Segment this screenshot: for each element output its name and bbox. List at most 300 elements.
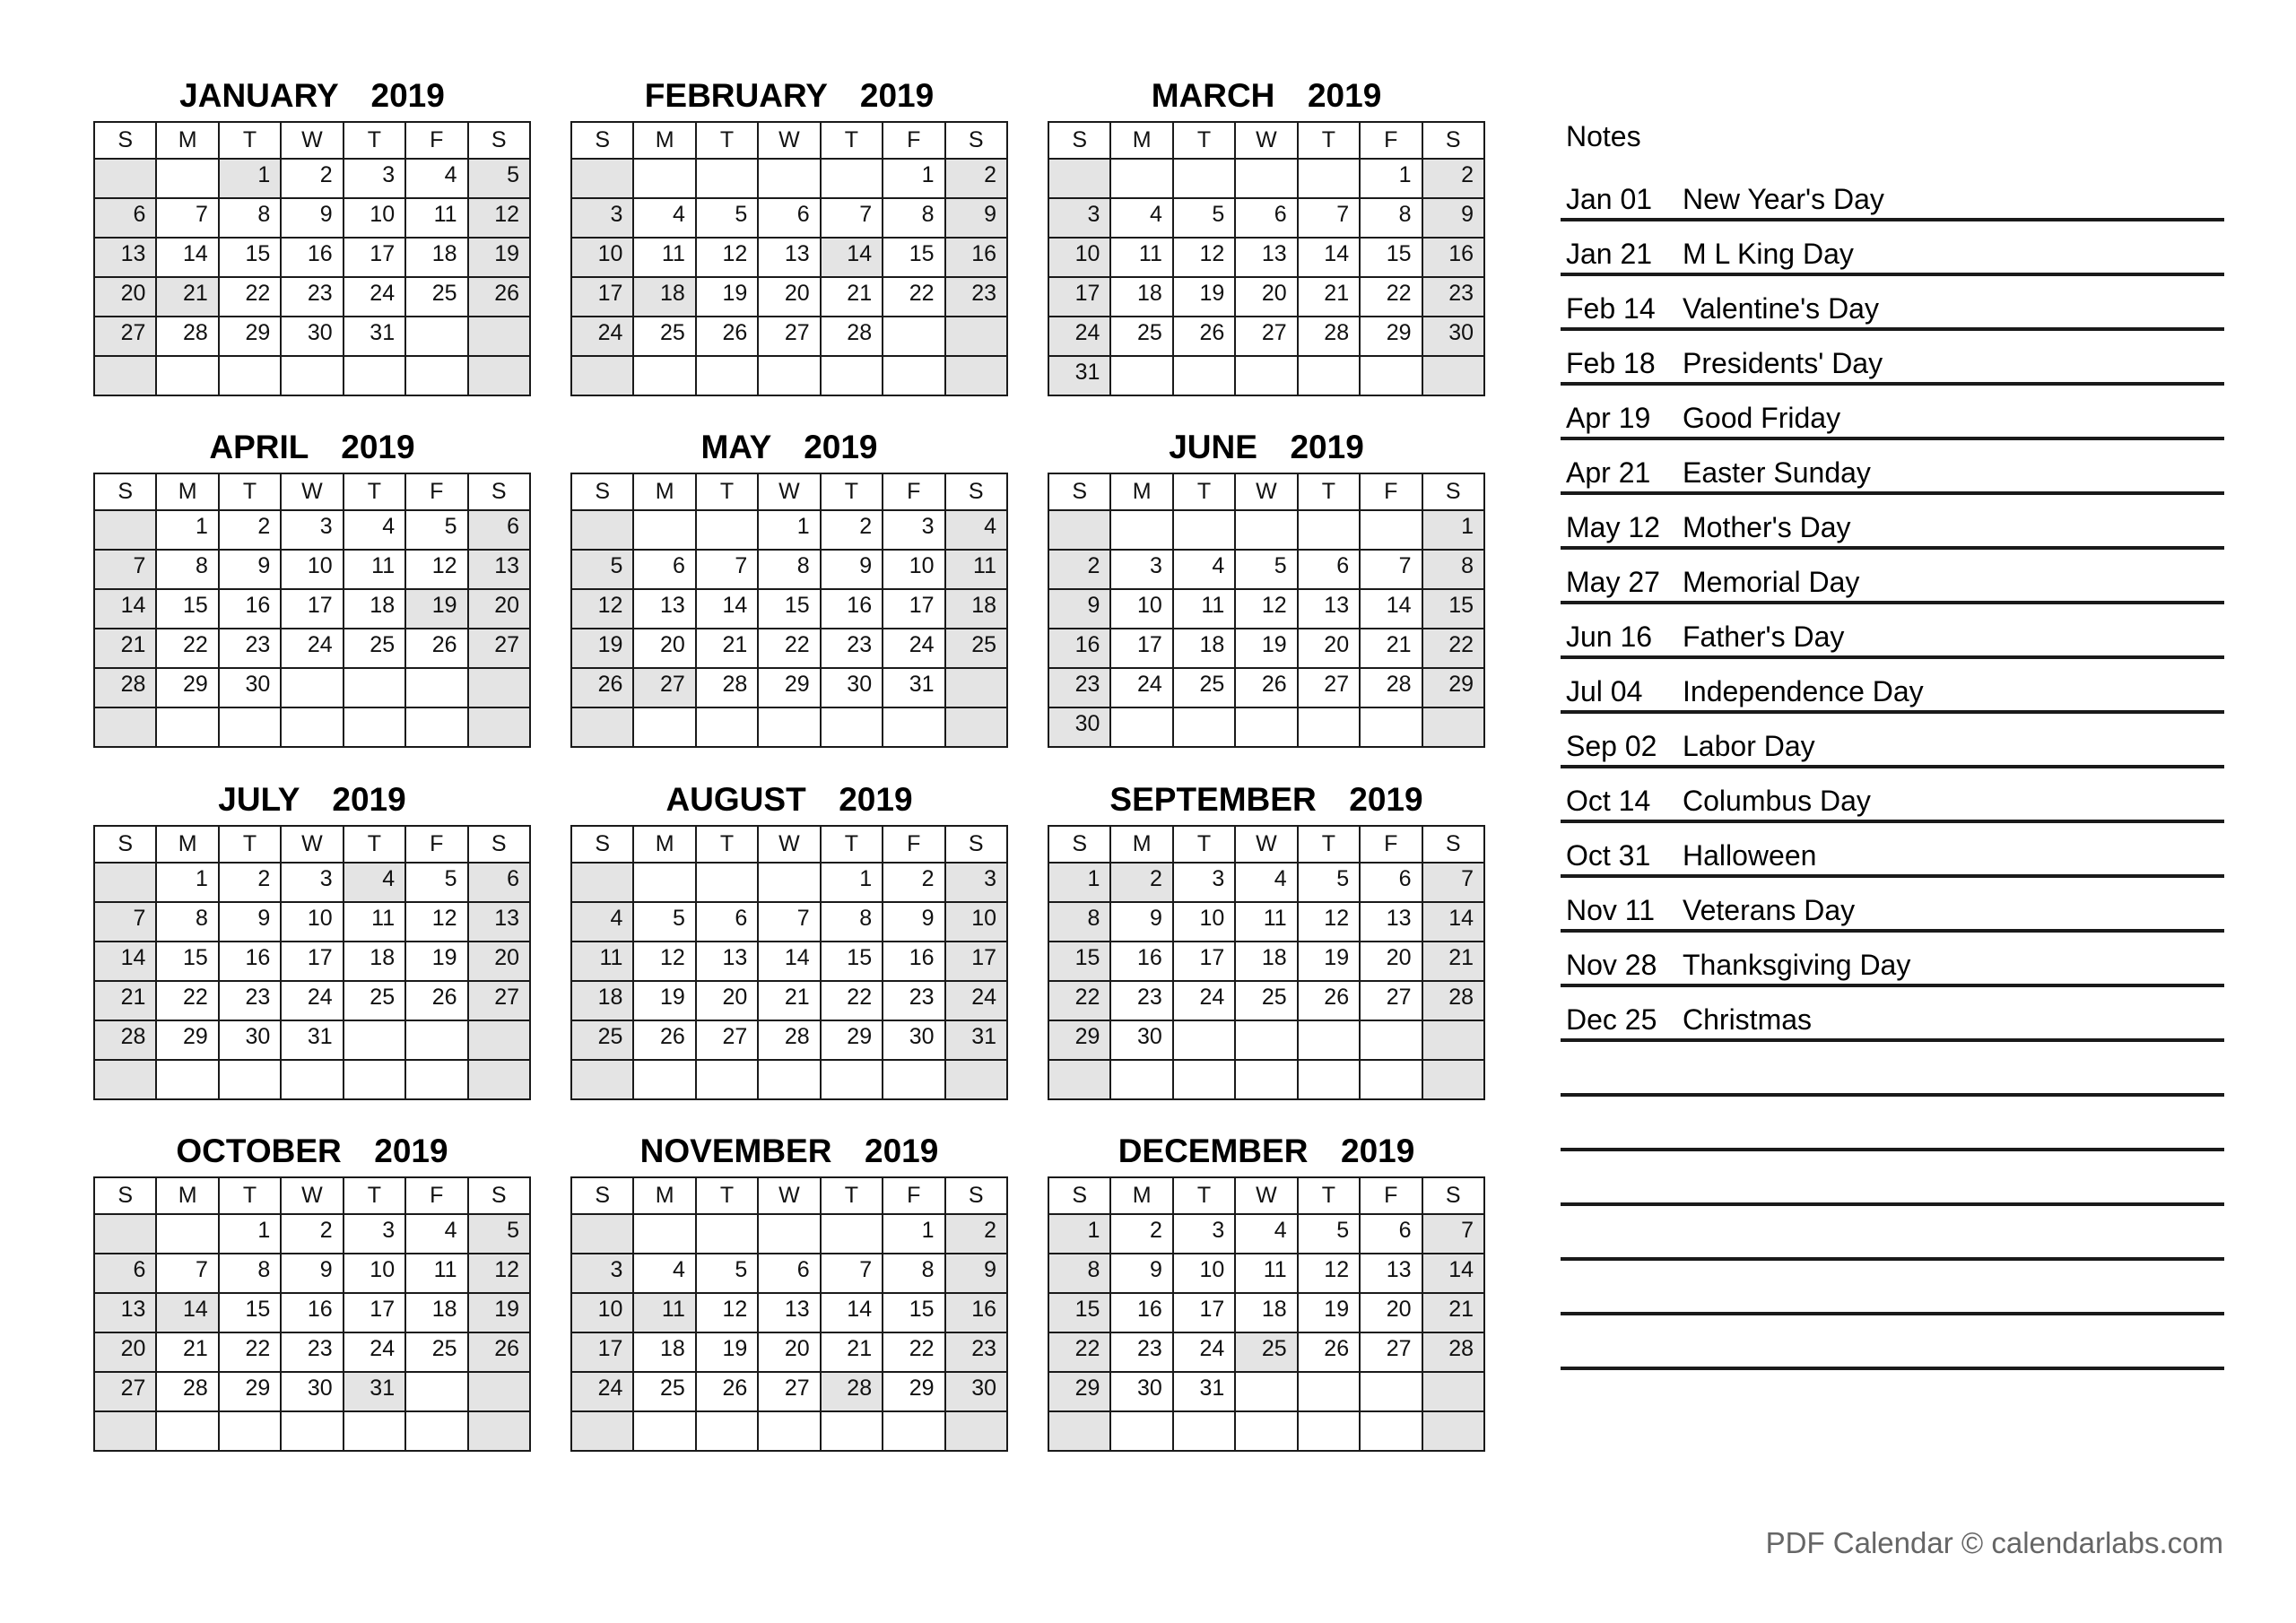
day-cell: 26 <box>696 317 758 356</box>
weekday-header: T <box>344 122 405 159</box>
empty-day-cell <box>1235 1060 1297 1099</box>
note-row <box>1561 604 2224 659</box>
empty-day-cell <box>344 1020 405 1060</box>
month-table <box>93 1176 531 1452</box>
day-cell: 30 <box>219 1020 281 1060</box>
empty-day-cell <box>696 863 758 902</box>
day-cell: 27 <box>1235 317 1297 356</box>
empty-day-cell <box>945 707 1007 747</box>
week-row <box>94 902 530 942</box>
month-title: JUNE 2019 <box>1169 429 1364 465</box>
month-table <box>93 121 531 396</box>
day-cell: 4 <box>1173 550 1235 589</box>
day-cell: 3 <box>1173 863 1235 902</box>
day-cell: 14 <box>821 238 883 277</box>
week-row <box>1048 863 1484 902</box>
day-cell: 1 <box>219 159 281 198</box>
day-cell: 5 <box>633 902 695 942</box>
empty-day-cell <box>1360 1020 1422 1060</box>
weekday-header: S <box>1048 1177 1110 1214</box>
note-date: Feb 14 <box>1566 292 1656 325</box>
empty-day-cell <box>344 1411 405 1451</box>
empty-day-cell <box>1360 707 1422 747</box>
day-cell: 8 <box>219 1254 281 1293</box>
day-cell: 10 <box>571 1293 633 1332</box>
day-cell: 13 <box>1298 589 1360 629</box>
week-row <box>94 159 530 198</box>
day-cell: 26 <box>633 1020 695 1060</box>
day-cell: 17 <box>571 1332 633 1372</box>
weekday-header: W <box>281 826 343 863</box>
note-date: Nov 28 <box>1566 949 1657 981</box>
note-row <box>1561 167 2224 221</box>
footer-credit: PDF Calendar © calendarlabs.com <box>1765 1526 2223 1559</box>
note-row <box>1561 878 2224 933</box>
day-cell: 1 <box>883 159 944 198</box>
note-holiday-name: Labor Day <box>1683 730 1815 762</box>
day-cell: 1 <box>156 510 218 550</box>
weekday-header: S <box>1048 122 1110 159</box>
day-cell: 10 <box>1173 1254 1235 1293</box>
day-cell: 16 <box>219 942 281 981</box>
day-cell: 24 <box>571 1372 633 1411</box>
day-cell: 15 <box>883 1293 944 1332</box>
day-cell: 9 <box>945 198 1007 238</box>
day-cell: 28 <box>1422 981 1484 1020</box>
day-cell: 7 <box>758 902 820 942</box>
day-cell: 15 <box>1048 942 1110 981</box>
day-cell: 9 <box>1048 589 1110 629</box>
note-row <box>1561 933 2224 987</box>
weekday-header: M <box>1110 122 1172 159</box>
day-cell: 5 <box>1173 198 1235 238</box>
day-cell: 17 <box>281 589 343 629</box>
day-cell: 29 <box>1422 668 1484 707</box>
month-table <box>570 1176 1008 1452</box>
week-row <box>571 1372 1007 1411</box>
day-cell: 24 <box>344 277 405 317</box>
week-row <box>94 1293 530 1332</box>
day-cell: 19 <box>633 981 695 1020</box>
day-cell: 12 <box>468 198 530 238</box>
day-cell: 18 <box>344 942 405 981</box>
notes-title: Notes <box>1566 120 1641 152</box>
day-cell: 10 <box>571 238 633 277</box>
day-cell: 23 <box>281 277 343 317</box>
month-title: FEBRUARY 2019 <box>644 77 935 114</box>
day-cell: 13 <box>468 550 530 589</box>
day-cell: 2 <box>945 1214 1007 1254</box>
week-row <box>571 981 1007 1020</box>
day-cell: 14 <box>696 589 758 629</box>
day-cell: 12 <box>1298 1254 1360 1293</box>
day-cell: 18 <box>945 589 1007 629</box>
day-cell: 27 <box>468 981 530 1020</box>
day-cell: 27 <box>1360 1332 1422 1372</box>
day-cell: 12 <box>633 942 695 981</box>
empty-day-cell <box>1298 1372 1360 1411</box>
day-cell: 6 <box>94 198 156 238</box>
day-cell: 21 <box>156 1332 218 1372</box>
empty-day-cell <box>405 1372 467 1411</box>
week-row <box>1048 1254 1484 1293</box>
weekday-header-row <box>94 1177 530 1214</box>
weekday-header: S <box>1048 473 1110 510</box>
day-cell: 18 <box>1173 629 1235 668</box>
weekday-header: M <box>1110 826 1172 863</box>
day-cell: 20 <box>1360 942 1422 981</box>
day-cell: 18 <box>1110 277 1172 317</box>
day-cell: 5 <box>468 159 530 198</box>
note-date: May 12 <box>1566 511 1660 543</box>
day-cell: 3 <box>883 510 944 550</box>
note-date: Apr 21 <box>1566 456 1651 489</box>
empty-day-cell <box>571 159 633 198</box>
month-title: OCTOBER 2019 <box>176 1133 448 1169</box>
day-cell: 26 <box>468 277 530 317</box>
day-cell: 22 <box>156 629 218 668</box>
day-cell: 21 <box>1298 277 1360 317</box>
weekday-header: F <box>1360 473 1422 510</box>
empty-day-cell <box>468 356 530 395</box>
empty-day-cell <box>1298 510 1360 550</box>
empty-day-cell <box>281 1411 343 1451</box>
day-cell: 10 <box>281 902 343 942</box>
month-table <box>1048 825 1485 1100</box>
day-cell: 14 <box>1360 589 1422 629</box>
month-title: SEPTEMBER 2019 <box>1109 781 1423 818</box>
empty-day-cell <box>1235 1411 1297 1451</box>
day-cell: 16 <box>281 238 343 277</box>
empty-day-cell <box>405 1060 467 1099</box>
empty-day-cell <box>405 1411 467 1451</box>
weekday-header: S <box>468 1177 530 1214</box>
day-cell: 12 <box>468 1254 530 1293</box>
day-cell: 10 <box>1110 589 1172 629</box>
week-row <box>94 707 530 747</box>
week-row <box>571 942 1007 981</box>
week-row <box>94 1332 530 1372</box>
note-date: Jul 04 <box>1566 675 1643 707</box>
day-cell: 17 <box>945 942 1007 981</box>
weekday-header: F <box>405 473 467 510</box>
day-cell: 29 <box>1048 1020 1110 1060</box>
empty-day-cell <box>405 1020 467 1060</box>
empty-day-cell <box>571 510 633 550</box>
empty-day-cell <box>821 1060 883 1099</box>
day-cell: 19 <box>1235 629 1297 668</box>
day-cell: 1 <box>1048 863 1110 902</box>
day-cell: 10 <box>883 550 944 589</box>
week-row <box>571 1060 1007 1099</box>
note-date: Jan 21 <box>1566 238 1653 270</box>
note-date: Jan 01 <box>1566 183 1653 215</box>
day-cell: 12 <box>696 1293 758 1332</box>
day-cell: 30 <box>1110 1372 1172 1411</box>
day-cell: 26 <box>696 1372 758 1411</box>
weekday-header-row <box>571 826 1007 863</box>
weekday-header: W <box>758 122 820 159</box>
empty-day-cell <box>1298 1020 1360 1060</box>
empty-day-cell <box>468 317 530 356</box>
weekday-header: W <box>1235 1177 1297 1214</box>
day-cell: 23 <box>945 277 1007 317</box>
day-cell: 23 <box>945 1332 1007 1372</box>
day-cell: 11 <box>1173 589 1235 629</box>
week-row <box>1048 356 1484 395</box>
weekday-header: S <box>571 1177 633 1214</box>
empty-day-cell <box>1422 1411 1484 1451</box>
day-cell: 16 <box>281 1293 343 1332</box>
empty-day-cell <box>1360 1411 1422 1451</box>
weekday-header: S <box>1422 1177 1484 1214</box>
week-row <box>1048 1020 1484 1060</box>
weekday-header: W <box>758 826 820 863</box>
day-cell: 6 <box>94 1254 156 1293</box>
day-cell: 22 <box>1048 1332 1110 1372</box>
weekday-header: S <box>1422 122 1484 159</box>
day-cell: 11 <box>571 942 633 981</box>
day-cell: 30 <box>883 1020 944 1060</box>
day-cell: 12 <box>405 902 467 942</box>
day-cell: 3 <box>1110 550 1172 589</box>
empty-day-cell <box>1173 1411 1235 1451</box>
empty-day-cell <box>1360 1372 1422 1411</box>
day-cell: 24 <box>883 629 944 668</box>
note-row <box>1561 823 2224 878</box>
day-cell: 15 <box>883 238 944 277</box>
weekday-header: F <box>883 473 944 510</box>
empty-day-cell <box>1422 1060 1484 1099</box>
empty-day-cell <box>156 707 218 747</box>
week-row <box>94 1060 530 1099</box>
weekday-header: S <box>468 826 530 863</box>
day-cell: 23 <box>1110 1332 1172 1372</box>
day-cell: 7 <box>156 1254 218 1293</box>
day-cell: 23 <box>821 629 883 668</box>
day-cell: 6 <box>468 510 530 550</box>
day-cell: 14 <box>1422 902 1484 942</box>
month-table <box>1048 121 1485 396</box>
note-holiday-name: Father's Day <box>1683 621 1845 653</box>
empty-day-cell <box>156 356 218 395</box>
week-row <box>1048 1411 1484 1451</box>
day-cell: 8 <box>156 902 218 942</box>
day-cell: 23 <box>219 629 281 668</box>
week-row <box>94 198 530 238</box>
weekday-header: T <box>344 826 405 863</box>
day-cell: 27 <box>1298 668 1360 707</box>
empty-day-cell <box>1173 707 1235 747</box>
weekday-header-row <box>94 826 530 863</box>
day-cell: 23 <box>1048 668 1110 707</box>
day-cell: 10 <box>1173 902 1235 942</box>
week-row <box>571 902 1007 942</box>
day-cell: 25 <box>945 629 1007 668</box>
day-cell: 21 <box>1422 942 1484 981</box>
day-cell: 30 <box>281 1372 343 1411</box>
day-cell: 30 <box>219 668 281 707</box>
day-cell: 13 <box>468 902 530 942</box>
day-cell: 11 <box>344 550 405 589</box>
day-cell: 30 <box>281 317 343 356</box>
week-row <box>1048 707 1484 747</box>
day-cell: 25 <box>1235 981 1297 1020</box>
note-date: May 27 <box>1566 566 1660 598</box>
empty-day-cell <box>94 707 156 747</box>
day-cell: 11 <box>344 902 405 942</box>
day-cell: 1 <box>219 1214 281 1254</box>
empty-day-cell <box>1360 510 1422 550</box>
day-cell: 3 <box>945 863 1007 902</box>
weekday-header: M <box>633 826 695 863</box>
day-cell: 22 <box>821 981 883 1020</box>
month-title: NOVEMBER 2019 <box>639 1133 939 1169</box>
day-cell: 19 <box>571 629 633 668</box>
note-date: Apr 19 <box>1566 402 1651 434</box>
day-cell: 9 <box>219 550 281 589</box>
empty-day-cell <box>571 863 633 902</box>
weekday-header: M <box>633 122 695 159</box>
day-cell: 13 <box>758 238 820 277</box>
day-cell: 28 <box>94 1020 156 1060</box>
month-table <box>1048 1176 1485 1452</box>
empty-day-cell <box>219 707 281 747</box>
day-cell: 21 <box>696 629 758 668</box>
day-cell: 2 <box>219 863 281 902</box>
weekday-header: M <box>633 1177 695 1214</box>
weekday-header: S <box>945 122 1007 159</box>
weekday-header: F <box>883 122 944 159</box>
weekday-header: F <box>883 1177 944 1214</box>
empty-day-cell <box>1048 510 1110 550</box>
empty-day-cell <box>468 1060 530 1099</box>
day-cell: 29 <box>156 668 218 707</box>
empty-day-cell <box>468 668 530 707</box>
weekday-header: M <box>1110 1177 1172 1214</box>
day-cell: 27 <box>633 668 695 707</box>
month-table <box>570 473 1008 748</box>
empty-day-cell <box>1110 1060 1172 1099</box>
empty-day-cell <box>1173 356 1235 395</box>
day-cell: 3 <box>344 159 405 198</box>
day-cell: 16 <box>883 942 944 981</box>
day-cell: 22 <box>1048 981 1110 1020</box>
day-cell: 16 <box>821 589 883 629</box>
note-row <box>1561 659 2224 714</box>
day-cell: 29 <box>758 668 820 707</box>
weekday-header: S <box>94 122 156 159</box>
empty-day-cell <box>633 159 695 198</box>
week-row <box>571 277 1007 317</box>
empty-day-cell <box>633 510 695 550</box>
week-row <box>94 1411 530 1451</box>
empty-day-cell <box>1110 356 1172 395</box>
day-cell: 22 <box>219 277 281 317</box>
week-row <box>571 317 1007 356</box>
empty-day-cell <box>758 1214 820 1254</box>
day-cell: 2 <box>1110 1214 1172 1254</box>
day-cell: 15 <box>219 238 281 277</box>
day-cell: 3 <box>281 863 343 902</box>
day-cell: 2 <box>1422 159 1484 198</box>
day-cell: 25 <box>571 1020 633 1060</box>
day-cell: 19 <box>1173 277 1235 317</box>
week-row <box>1048 1372 1484 1411</box>
day-cell: 21 <box>1360 629 1422 668</box>
empty-day-cell <box>1235 1372 1297 1411</box>
empty-day-cell <box>344 1060 405 1099</box>
day-cell: 31 <box>1048 356 1110 395</box>
empty-day-cell <box>821 159 883 198</box>
day-cell: 13 <box>1235 238 1297 277</box>
day-cell: 25 <box>405 277 467 317</box>
weekday-header: T <box>1173 473 1235 510</box>
day-cell: 7 <box>1360 550 1422 589</box>
note-holiday-name: New Year's Day <box>1683 183 1884 215</box>
day-cell: 29 <box>219 317 281 356</box>
day-cell: 6 <box>468 863 530 902</box>
weekday-header: T <box>219 1177 281 1214</box>
weekday-header: F <box>405 826 467 863</box>
day-cell: 7 <box>94 550 156 589</box>
day-cell: 3 <box>281 510 343 550</box>
day-cell: 9 <box>883 902 944 942</box>
weekday-header: W <box>281 1177 343 1214</box>
day-cell: 14 <box>94 942 156 981</box>
day-cell: 15 <box>758 589 820 629</box>
empty-day-cell <box>758 707 820 747</box>
empty-day-cell <box>94 159 156 198</box>
note-date: Feb 18 <box>1566 347 1656 379</box>
day-cell: 22 <box>883 277 944 317</box>
day-cell: 13 <box>758 1293 820 1332</box>
empty-day-cell <box>571 356 633 395</box>
day-cell: 20 <box>468 942 530 981</box>
note-row <box>1561 221 2224 276</box>
day-cell: 5 <box>696 198 758 238</box>
day-cell: 5 <box>405 510 467 550</box>
note-date: Jun 16 <box>1566 621 1653 653</box>
week-row <box>571 510 1007 550</box>
note-row <box>1561 386 2224 440</box>
day-cell: 25 <box>1110 317 1172 356</box>
note-row <box>1561 276 2224 331</box>
week-row <box>571 863 1007 902</box>
note-row <box>1561 1315 2224 1370</box>
week-row <box>1048 942 1484 981</box>
day-cell: 4 <box>571 902 633 942</box>
week-row <box>1048 277 1484 317</box>
day-cell: 7 <box>156 198 218 238</box>
weekday-header: T <box>821 122 883 159</box>
day-cell: 25 <box>344 629 405 668</box>
note-row <box>1561 1097 2224 1151</box>
weekday-header: T <box>1173 1177 1235 1214</box>
note-row <box>1561 331 2224 386</box>
day-cell: 27 <box>1360 981 1422 1020</box>
note-row <box>1561 714 2224 768</box>
day-cell: 16 <box>1048 629 1110 668</box>
day-cell: 12 <box>1173 238 1235 277</box>
day-cell: 28 <box>94 668 156 707</box>
weekday-header: M <box>156 1177 218 1214</box>
day-cell: 8 <box>156 550 218 589</box>
empty-day-cell <box>405 356 467 395</box>
weekday-header: T <box>821 473 883 510</box>
week-row <box>571 356 1007 395</box>
day-cell: 3 <box>1048 198 1110 238</box>
